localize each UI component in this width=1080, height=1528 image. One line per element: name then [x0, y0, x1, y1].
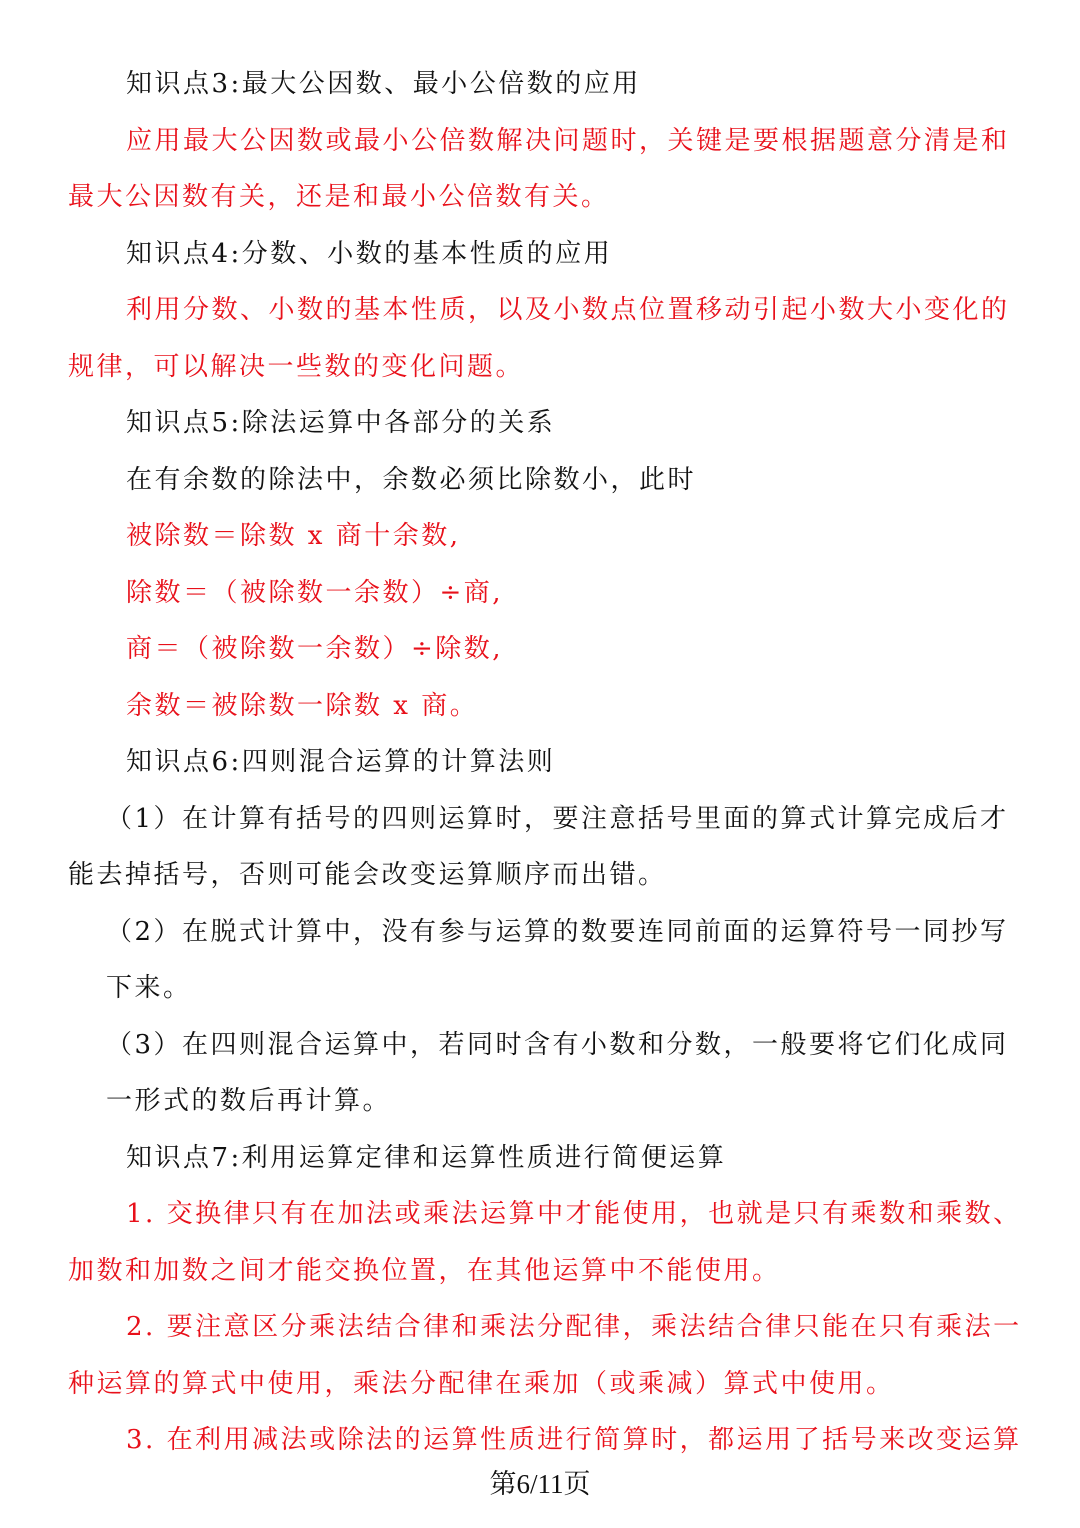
list-item-line: （3）在四则混合运算中，若同时含有小数和分数，一般要将它们化成同: [106, 1030, 1009, 1060]
formula-line: 除数＝（被除数一余数）÷商,: [126, 578, 504, 608]
list-item-line: 一形式的数后再计算。: [106, 1086, 392, 1116]
heading-knowledge-point-5: 知识点5:除法运算中各部分的关系: [126, 408, 556, 438]
list-item-line: （1）在计算有括号的四则运算时，要注意括号里面的算式计算完成后才: [106, 804, 1009, 834]
paragraph-line: 利用分数、小数的基本性质，以及小数点位置移动引起小数大小变化的: [126, 295, 1010, 325]
list-item-line: 加数和加数之间才能交换位置，在其他运算中不能使用。: [68, 1256, 781, 1286]
heading-knowledge-point-7: 知识点7:利用运算定律和运算性质进行简便运算: [126, 1143, 727, 1173]
list-item-line: 种运算的算式中使用，乘法分配律在乘加（或乘减）算式中使用。: [68, 1369, 895, 1399]
list-item-line: 2. 要注意区分乘法结合律和乘法分配律，乘法结合律只能在只有乘法一: [126, 1312, 1022, 1342]
heading-knowledge-point-6: 知识点6:四则混合运算的计算法则: [126, 747, 556, 777]
heading-knowledge-point-3: 知识点3:最大公因数、最小公倍数的应用: [126, 69, 641, 99]
list-item-line: 3. 在利用减法或除法的运算性质进行简算时，都运用了括号来改变运算: [126, 1425, 1022, 1455]
paragraph-line: 最大公因数有关，还是和最小公倍数有关。: [68, 182, 610, 212]
list-item-line: 1. 交换律只有在加法或乘法运算中才能使用，也就是只有乘数和乘数、: [126, 1199, 1022, 1229]
formula-line: 商＝（被除数一余数）÷除数,: [126, 634, 504, 664]
formula-line: 余数＝被除数一除数 x 商。: [126, 691, 479, 721]
heading-knowledge-point-4: 知识点4:分数、小数的基本性质的应用: [126, 239, 613, 269]
formula-line: 被除数＝除数 x 商十余数,: [126, 521, 461, 551]
page-number: 第6/11页: [489, 1469, 591, 1499]
paragraph-line: 规律，可以解决一些数的变化问题。: [68, 352, 525, 382]
list-item-line: 能去掉括号，否则可能会改变运算顺序而出错。: [68, 860, 667, 890]
paragraph-line: 应用最大公因数或最小公倍数解决问题时，关键是要根据题意分清是和: [126, 126, 1010, 156]
list-item-line: （2）在脱式计算中，没有参与运算的数要连同前面的运算符号一同抄写: [106, 917, 1009, 947]
list-item-line: 下来。: [106, 973, 192, 1003]
paragraph-line: 在有余数的除法中，余数必须比除数小，此时: [126, 465, 697, 495]
